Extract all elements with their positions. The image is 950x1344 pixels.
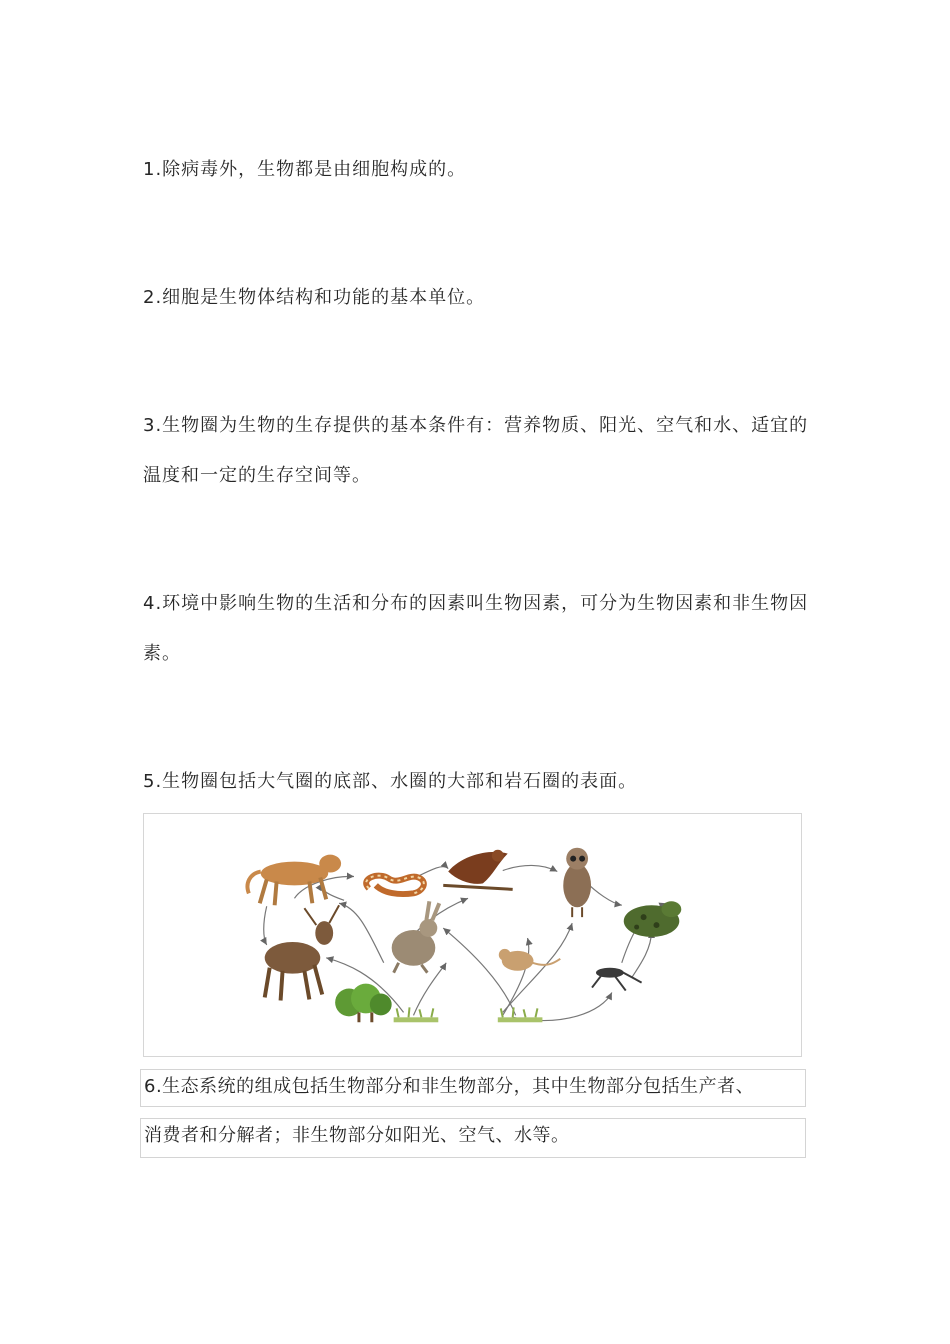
paragraph-4: 4.环境中影响生物的生活和分布的因素叫生物因素，可分为生物因素和非生物因素。 [143, 593, 809, 664]
paragraph-6-line-2: 消费者和分解者；非生物部分如阳光、空气、水等。 [140, 1118, 806, 1158]
paragraph-1: 1.除病毒外，生物都是由细胞构成的。 [143, 159, 467, 180]
paragraph-3: 3.生物圈为生物的生存提供的基本条件有：营养物质、阳光、空气和水、适宜的温度和一定的生存空间等。 [143, 415, 809, 486]
snake-icon [366, 876, 424, 894]
grasshopper-icon [592, 968, 642, 991]
food-web-figure [143, 813, 802, 1057]
owl-icon [563, 848, 591, 917]
paragraph-6-line-1: 6.生态系统的组成包括生物部分和非生物部分，其中生物部分包括生产者、 [140, 1069, 806, 1107]
frog-icon [624, 901, 682, 937]
deer-icon [265, 905, 339, 1000]
rabbit-icon [392, 901, 440, 972]
paragraph-5: 5.生物圈包括大气圈的底部、水圈的大部和岩石圈的表面。 [143, 771, 638, 792]
mouse-icon [499, 949, 560, 971]
paragraph-2: 2.细胞是生物体结构和功能的基本单位。 [143, 287, 486, 308]
hawk-icon [443, 850, 512, 890]
